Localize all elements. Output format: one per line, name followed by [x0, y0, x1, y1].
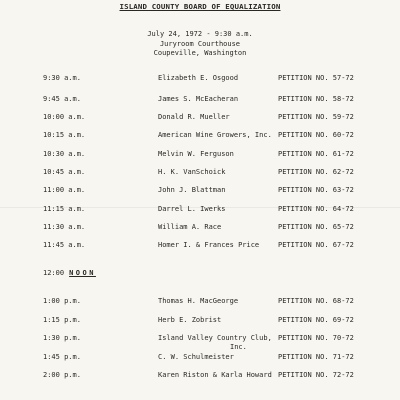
petition-number: PETITION NO. 70-72: [278, 334, 354, 342]
schedule-row: [0, 334, 400, 354]
petitioner-name: James S. McEacheran: [158, 95, 239, 103]
petition-number: PETITION NO. 63-72: [278, 186, 354, 194]
schedule-time: 11:30 a.m.: [43, 223, 86, 231]
schedule-row: [0, 131, 400, 141]
schedule-time: 1:15 p.m.: [43, 316, 81, 324]
schedule-time: 11:15 a.m.: [43, 205, 86, 213]
petition-number: PETITION NO. 71-72: [278, 353, 354, 361]
petition-number: PETITION NO. 58-72: [278, 95, 354, 103]
petition-number: PETITION NO. 61-72: [278, 150, 354, 158]
petitioner-name: Melvin W. Ferguson: [158, 150, 234, 158]
schedule-row: [0, 186, 400, 196]
petitioner-name: Donald R. Mueller: [158, 113, 230, 121]
schedule-row: [0, 316, 400, 326]
schedule-row: [0, 297, 400, 307]
petitioner-name: Elizabeth E. Osgood: [158, 74, 239, 82]
schedule-row: [0, 241, 400, 251]
schedule-row: [0, 95, 400, 105]
schedule-row: [0, 205, 400, 215]
meeting-city: Coupeville, Washington: [153, 49, 247, 57]
petitioner-name: American Wine Growers, Inc.: [158, 131, 272, 139]
schedule-row: [0, 74, 400, 84]
schedule-time: 9:30 a.m.: [43, 74, 81, 82]
schedule-time: 1:45 p.m.: [43, 353, 81, 361]
petitioner-name: H. K. VanSchoick: [158, 168, 226, 176]
petitioner-name: Darrel L. Iwerks: [158, 205, 226, 213]
schedule-time: 10:30 a.m.: [43, 150, 86, 158]
petition-number: PETITION NO. 62-72: [278, 168, 354, 176]
petition-number: PETITION NO. 64-72: [278, 205, 354, 213]
petitioner-name: C. W. Schulmeister: [158, 353, 234, 361]
schedule-time: 1:30 p.m.: [43, 334, 81, 342]
petitioner-name: Homer I. & Frances Price: [158, 241, 260, 249]
document-title: ISLAND COUNTY BOARD OF EQUALIZATION: [119, 2, 281, 11]
schedule-row: [0, 223, 400, 233]
schedule-time: 10:45 a.m.: [43, 168, 86, 176]
schedule-time: 11:45 a.m.: [43, 241, 86, 249]
meeting-header: [0, 30, 400, 59]
schedule-row: [0, 371, 400, 381]
schedule-time: 11:00 a.m.: [43, 186, 86, 194]
petitioner-name: Island Valley Country Club,: [158, 334, 272, 342]
petition-number: PETITION NO. 68-72: [278, 297, 354, 305]
petitioner-name: Thomas H. MacGeorge: [158, 297, 239, 305]
noon-break: [43, 269, 96, 277]
petitioner-name-continued: Inc.: [230, 343, 247, 351]
petition-number: PETITION NO. 59-72: [278, 113, 354, 121]
schedule-time: 2:00 p.m.: [43, 371, 81, 379]
petitioner-name: John J. Blattman: [158, 186, 226, 194]
petition-number: PETITION NO. 60-72: [278, 131, 354, 139]
noon-time: 12:00: [43, 269, 65, 277]
schedule-time: 1:00 p.m.: [43, 297, 81, 305]
schedule-time: 10:00 a.m.: [43, 113, 86, 121]
schedule-row: [0, 150, 400, 160]
schedule-row: [0, 353, 400, 363]
petition-number: PETITION NO. 67-72: [278, 241, 354, 249]
petitioner-name: William A. Race: [158, 223, 222, 231]
petition-number: PETITION NO. 72-72: [278, 371, 354, 379]
schedule-row: [0, 168, 400, 178]
meeting-date: July 24, 1972 - 9:30 a.m.: [147, 30, 253, 38]
schedule-time: 10:15 a.m.: [43, 131, 86, 139]
petition-number: PETITION NO. 69-72: [278, 316, 354, 324]
petitioner-name: Karen Riston & Karla Howard: [158, 371, 272, 379]
schedule-time: 9:45 a.m.: [43, 95, 81, 103]
petition-number: PETITION NO. 57-72: [278, 74, 354, 82]
meeting-location: Juryroom Courthouse: [159, 39, 241, 48]
noon-label: NOON: [69, 269, 96, 277]
schedule-row: [0, 113, 400, 123]
petition-number: PETITION NO. 65-72: [278, 223, 354, 231]
petitioner-name: Herb E. Zobrist: [158, 316, 222, 324]
